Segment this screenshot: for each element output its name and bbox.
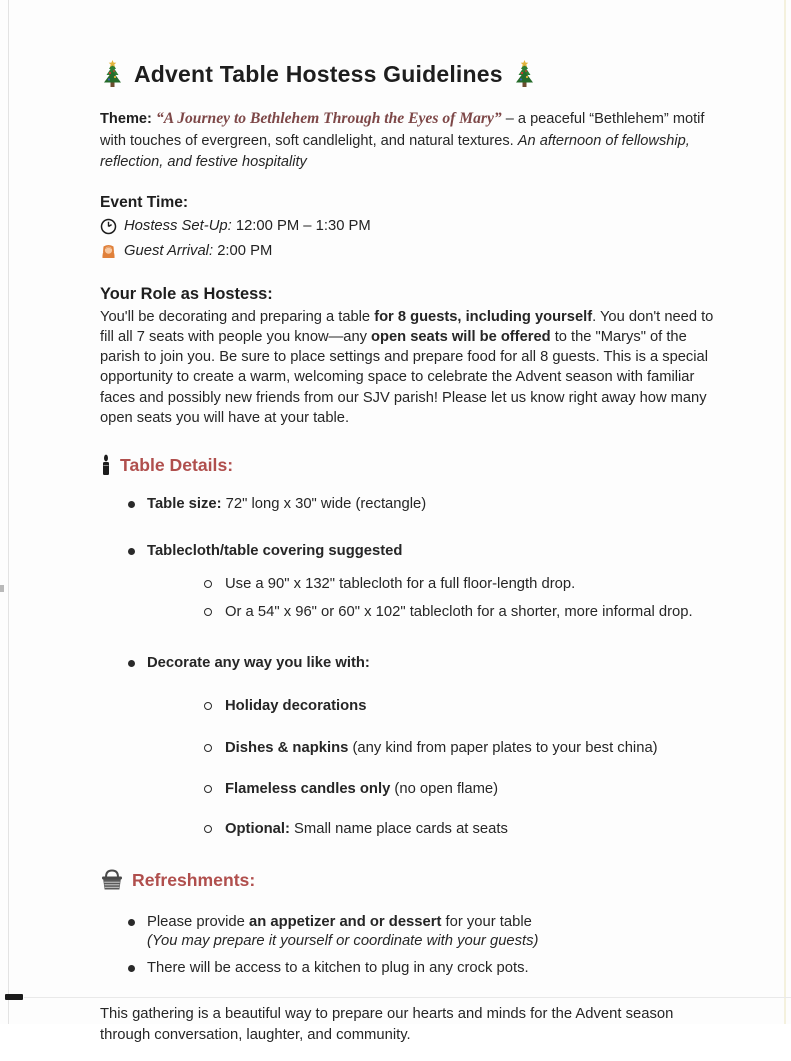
role-heading: Your Role as Hostess: (100, 284, 273, 303)
christmas-tree-icon (100, 60, 125, 89)
tablecloth-informal-drop-text: Or a 54" x 96" or 60" x 102" tablecloth for a shorter, more informal drop. (225, 604, 693, 621)
list-item-flameless-candles (100, 780, 714, 799)
name-cards-rest: Small name place cards at seats (289, 821, 508, 838)
theme-description: – a peaceful “Bethlehem” motif with touches of evergreen, soft candlelight, and natural textures. (100, 111, 705, 149)
flameless-candles-label: Flameless candles only (225, 781, 391, 798)
list-item-kitchen-access (100, 959, 714, 978)
scan-artifact-dash (5, 994, 23, 1000)
table-size-value: 72" long x 30" wide (rectangle) (221, 496, 427, 513)
theme-paragraph (100, 108, 714, 174)
list-item-tablecloth-informal-drop (100, 603, 714, 622)
role-text: to the "Marys" of the parish to join you. Be sure to place settings and prepare food for all 8 guests. This is a special opportunity to create a warm, welcoming space to celebrate the Advent season with familiar faces and possibly new friends from our SJV parish! Please let us know right away how many open seats you will have at your table. (100, 328, 708, 426)
list-item-table-size (100, 495, 714, 514)
table-details-list (100, 495, 714, 839)
list-item-tablecloth-full-drop (100, 575, 714, 594)
table-details-heading-row (100, 454, 714, 476)
list-item-dishes-napkins (100, 739, 714, 758)
page-title: Advent Table Hostess Guidelines (134, 61, 503, 87)
role-bold-guests: for 8 guests, including yourself (374, 308, 593, 325)
guest-icon (100, 243, 117, 260)
setup-time: 12:00 PM – 1:30 PM (231, 217, 371, 234)
clock-icon (100, 218, 117, 235)
refreshments-heading: Refreshments: (132, 869, 256, 890)
document-content (100, 60, 714, 1061)
tablecloth-label: Tablecloth/table covering suggested (147, 543, 403, 560)
christmas-tree-icon (512, 60, 537, 89)
role-text: . You don't need to fill all 7 seats with people you know—any (100, 308, 714, 345)
dishes-napkins-label: Dishes & napkins (225, 740, 349, 757)
refreshments-list (100, 913, 714, 978)
table-size-label: Table size: (147, 496, 222, 513)
closing-paragraph: This gathering is a beautiful way to prepare our hearts and minds for the Advent season through conversation, laughter, and community. (100, 1006, 674, 1044)
list-item-tablecloth (100, 542, 714, 561)
decorate-label: Decorate any way you like with: (147, 655, 370, 672)
tablecloth-full-drop-text: Use a 90" x 132" tablecloth for a full floor-length drop. (225, 576, 576, 593)
event-time-heading: Event Time: (100, 193, 189, 211)
event-time-setup-line (100, 216, 714, 237)
list-item-name-cards (100, 820, 714, 839)
table-details-heading: Table Details: (120, 454, 234, 475)
theme-label: Theme: (100, 111, 152, 127)
arrival-time: 2:00 PM (213, 242, 273, 259)
scan-artifact-mark (0, 585, 4, 592)
role-text: You'll be decorating and preparing a table (100, 308, 375, 325)
basket-icon (100, 869, 124, 891)
kitchen-access-text: There will be access to a kitchen to plug in any crock pots. (147, 960, 529, 977)
arrival-label: Guest Arrival: (124, 242, 214, 259)
dishes-napkins-rest: (any kind from paper plates to your best china) (348, 740, 658, 757)
appetizer-text: Please provide (147, 914, 249, 931)
role-bold-open-seats: open seats will be offered (371, 328, 551, 345)
theme-quote: “A Journey to Bethlehem Through the Eyes of Mary” (155, 110, 502, 127)
document-title-row (100, 60, 714, 89)
refreshments-heading-row (100, 869, 714, 891)
list-item-holiday-decorations (100, 697, 714, 716)
list-item-appetizer-dessert (100, 913, 714, 950)
flameless-candles-rest: (no open flame) (390, 781, 499, 798)
appetizer-note: (You may prepare it yourself or coordinate with your guests) (147, 932, 539, 949)
event-time-arrival-line (100, 241, 714, 262)
appetizer-tail: for your table (441, 914, 532, 931)
scan-edge-left (8, 0, 9, 1024)
appetizer-bold: an appetizer and or dessert (249, 914, 442, 931)
optional-label: Optional: (225, 821, 290, 838)
theme-italic-tail: An afternoon of fellowship, reflection, and festive hospitality (100, 132, 690, 170)
list-item-decorate (100, 654, 714, 673)
setup-label: Hostess Set-Up: (124, 217, 232, 234)
holiday-decorations-text: Holiday decorations (225, 698, 367, 715)
role-paragraph (100, 307, 714, 429)
candle-icon (100, 454, 112, 476)
scan-edge-right (784, 0, 786, 1024)
